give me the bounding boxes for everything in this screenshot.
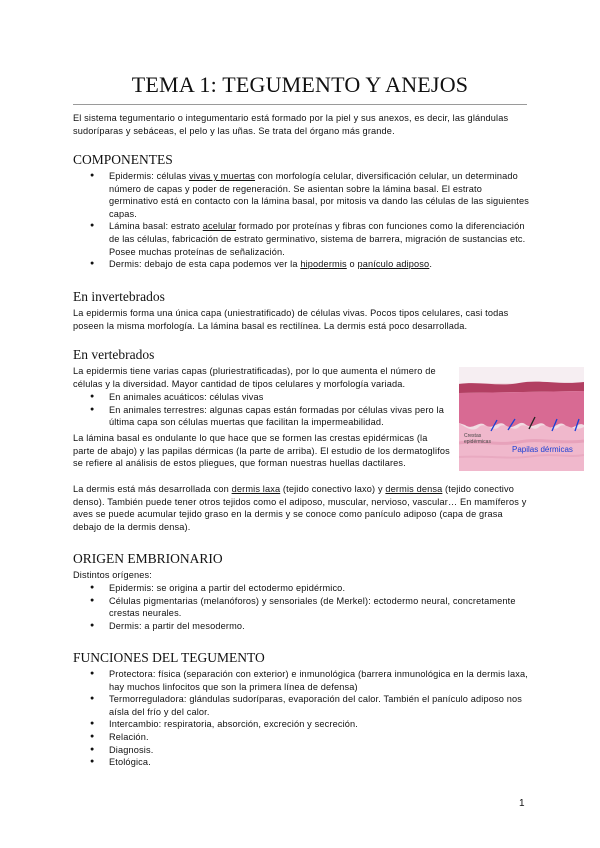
list-item-dermis xyxy=(89,258,529,271)
item-text: con morfología celular, diversificación celular, un determinado número de capas y poder de regeneración. Se asientan sobre la lámina basal. El estrato germinativo está en contacto con la lámina basal, por mitosis va dando las células de las siguientes capas. xyxy=(109,171,529,219)
figure-label-crestas-2: epidérmicas xyxy=(464,439,491,445)
underlined-term: panículo adiposo xyxy=(357,259,430,270)
page-title: TEMA 1: TEGUMENTO Y ANEJOS xyxy=(131,72,469,97)
list-item-origen: ● Células pigmentarias (melanóforos) y sensoriales (de Merkel): ectodermo neural, concretamente crestas neurales. xyxy=(89,595,529,620)
list-item-funcion: ● Etológica. xyxy=(89,756,529,769)
list-item-funcion: ● Protectora: física (separación con exterior) e inmunológica (barrera inmunológica en la dermis laxa, hay muchos linfocitos que son la primera línea de defensa) xyxy=(89,668,529,693)
paragraph-text: (tejido conectivo denso). También puede tener otros tejidos como el adiposo, muscular, nervioso, vascular… En mamíferos y aves se puede acumular tejido graso en la dermis y se conoce como panículo adiposo (capa de grasa debajo de la dermis densa). xyxy=(73,484,527,532)
item-text: Epidermis: células xyxy=(109,171,189,181)
item-text: o xyxy=(346,259,358,270)
list-item-acuaticos: ● En animales acuáticos: células vivas xyxy=(89,391,444,404)
section-heading-origen: ORIGEN EMBRIONARIO xyxy=(73,551,223,566)
title-divider xyxy=(73,104,527,105)
underlined-term: vivas y muertas xyxy=(188,171,256,181)
vertebrados-paragraph-3 xyxy=(73,483,529,533)
underlined-term: dermis laxa xyxy=(231,484,281,494)
intro-paragraph: El sistema tegumentario o integumentario está formado por la piel y sus anexos, es decir, las glándulas sudoríparas y sebáceas, el pelo y las uñas. Se trata del órgano más grande. xyxy=(73,113,509,136)
origen-lead: Distintos orígenes: xyxy=(73,570,152,580)
componentes-list xyxy=(89,170,529,271)
list-item-funcion: ● Diagnosis. xyxy=(89,744,529,757)
list-item-funcion: ● Termorreguladora: glándulas sudoríparas, evaporación del calor. También el panículo adiposo nos aísla del frío y del calor. xyxy=(89,693,529,718)
section-heading-componentes: COMPONENTES xyxy=(73,152,173,167)
list-item-terrestres: ● En animales terrestres: algunas capas están formadas por células vivas pero la última capa son células muertas que facilitan la impermeabilidad. xyxy=(89,404,444,429)
vertebrados-list xyxy=(89,391,444,429)
list-item-origen: ● Epidermis: se origina a partir del ectodermo epidérmico. xyxy=(89,582,529,595)
list-item-origen: ● Dermis: a partir del mesodermo. xyxy=(89,620,529,633)
paragraph-text: La dermis está más desarrollada con xyxy=(73,484,232,494)
skin-histology-image xyxy=(459,367,584,471)
figure-label-crestas: Crestas xyxy=(464,433,482,439)
invertebrados-paragraph: La epidermis forma una única capa (uniestratificado) de células vivas. Pocos tipos celulares, casi todas poseen la misma morfología. La lámina basal es rectilínea. La dermis está poco desarrollada. xyxy=(73,308,509,331)
section-heading-vertebrados: En vertebrados xyxy=(73,347,155,362)
page-number: 1 xyxy=(519,798,525,809)
skin-histology-figure xyxy=(459,367,584,471)
paragraph-text: (tejido conectivo laxo) y xyxy=(280,484,386,494)
underlined-term: hipodermis xyxy=(300,259,347,270)
item-text: . xyxy=(429,259,433,270)
list-item-lamina-basal xyxy=(89,220,529,258)
list-item-funcion: ● Relación. xyxy=(89,731,529,744)
item-text: Lámina basal: estrato xyxy=(109,221,203,232)
funciones-list xyxy=(89,668,529,769)
list-item-epidermis xyxy=(89,170,529,220)
section-heading-funciones: FUNCIONES DEL TEGUMENTO xyxy=(73,650,265,665)
list-item-funcion: ● Intercambio: respiratoria, absorción, excreción y secreción. xyxy=(89,718,529,731)
origen-list xyxy=(89,582,529,632)
section-heading-invertebrados: En invertebrados xyxy=(73,289,165,304)
figure-label-papilas: Papilas dérmicas xyxy=(512,445,573,454)
item-text: formado por proteínas y fibras con funciones como la diferenciación de las células, fabricación de estrato germinativo, sistema de barrera, migración de sustancias etc. Posee muchas proteínas de señalización. xyxy=(109,221,526,257)
vertebrados-paragraph-1: La epidermis tiene varias capas (pluriestratificadas), por lo que aumenta el número de células y la diversidad. Mayor cantidad de tipos celulares y morfología variada. xyxy=(73,366,436,389)
underlined-term: dermis densa xyxy=(385,484,443,494)
item-text: Dermis: debajo de esta capa podemos ver la xyxy=(109,259,301,270)
underlined-term: acelular xyxy=(202,221,237,232)
vertebrados-paragraph-2: La lámina basal es ondulante lo que hace que se formen las crestas epidérmicas (la parte de abajo) y las papilas dérmicas (la parte de arriba). El estudio de los dermatoglifos se refiere al análisis de estos pliegues, que forman nuestras huellas dactilares. xyxy=(73,433,450,469)
